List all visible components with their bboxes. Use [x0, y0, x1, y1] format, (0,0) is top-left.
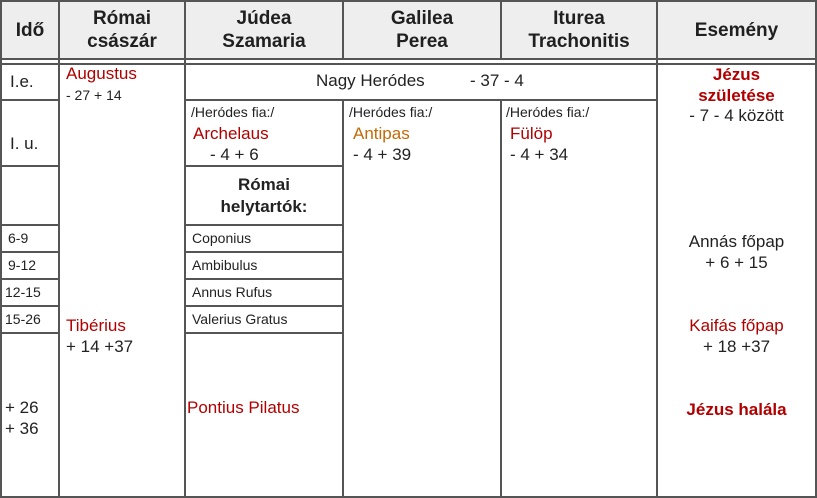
- time-15-26: 15-26: [5, 311, 41, 327]
- judea-row-line: [185, 278, 343, 280]
- event-kaifas-years: + 18 +37: [702, 337, 771, 356]
- herod-years: - 37 - 4: [470, 71, 524, 90]
- time-iu: I. u.: [10, 134, 39, 153]
- emperor-tiberius-years: + 14 +37: [66, 337, 134, 356]
- header-galilea: Galilea Perea: [344, 0, 500, 60]
- governor-coponius: Coponius: [192, 230, 252, 246]
- col-divider-2: [184, 0, 186, 498]
- time-12-15: 12-15: [5, 284, 41, 300]
- son-antipas-years: - 4 + 39: [353, 145, 412, 164]
- governor-valerius-gratus: Valerius Gratus: [192, 311, 288, 327]
- time-row-line: [0, 165, 59, 167]
- governor-pontius-pilatus: Pontius Pilatus: [187, 398, 300, 417]
- event-annas-fopap: Annás főpap: [688, 232, 785, 251]
- time-row-line: [0, 99, 59, 101]
- son-antipas: Antipas: [353, 124, 410, 143]
- time-ie: I.e.: [10, 72, 34, 91]
- son-label-iturea: /Heródes fia:/: [506, 104, 590, 120]
- time-row-line: [0, 278, 59, 280]
- emperor-augustus-years: - 27 + 14: [66, 87, 122, 103]
- judea-row-line: [185, 224, 343, 226]
- event-jezus-szuletese: Jézus születése: [698, 65, 775, 105]
- son-label-galilea: /Heródes fia:/: [349, 104, 433, 120]
- time-row-line: [0, 251, 59, 253]
- time-plus-26: + 26: [5, 398, 39, 417]
- herod-row-line: [185, 99, 657, 101]
- son-fulop-years: - 4 + 34: [510, 145, 569, 164]
- time-plus-36: + 36: [5, 419, 39, 438]
- judea-row-line: [185, 332, 343, 334]
- emperor-tiberius: Tibérius: [66, 316, 126, 335]
- border-top: [0, 0, 817, 2]
- son-archelaus: Archelaus: [193, 124, 269, 143]
- governor-annus-rufus: Annus Rufus: [192, 284, 273, 300]
- time-row-line: [0, 305, 59, 307]
- col-divider-1: [58, 0, 60, 498]
- header-ido: Idő: [2, 0, 58, 60]
- judea-row-line: [185, 165, 343, 167]
- judea-row-line: [185, 305, 343, 307]
- governors-title: Római helytartók:: [220, 175, 308, 216]
- time-row-line: [0, 332, 59, 334]
- herod-name: Nagy Heródes: [316, 71, 425, 90]
- governor-ambibulus: Ambibulus: [192, 257, 258, 273]
- border-left: [0, 0, 2, 498]
- col-divider-4: [500, 0, 502, 60]
- time-9-12: 9-12: [8, 257, 37, 273]
- son-archelaus-years: - 4 + 6: [210, 145, 259, 164]
- header-iturea: Iturea Trachonitis: [502, 0, 656, 60]
- son-fulop: Fülöp: [510, 124, 553, 143]
- col-divider-4b: [500, 101, 502, 498]
- header-rule: [0, 58, 817, 60]
- time-6-9: 6-9: [8, 230, 29, 246]
- header-judea: Júdea Szamaria: [186, 0, 342, 60]
- time-row-line: [0, 224, 59, 226]
- event-kaifas-fopap: Kaifás főpap: [689, 316, 784, 335]
- event-annas-years: + 6 + 15: [705, 253, 768, 272]
- emperor-augustus: Augustus: [66, 64, 137, 83]
- col-divider-3b: [342, 101, 344, 498]
- header-romai-csaszar: Római császár: [60, 0, 184, 60]
- col-divider-3: [342, 0, 344, 60]
- event-szuletes-years: - 7 - 4 között: [689, 106, 784, 125]
- son-label-judea: /Heródes fia:/: [191, 104, 275, 120]
- event-jezus-halala: Jézus halála: [686, 400, 787, 419]
- header-esemeny: Esemény: [658, 0, 815, 60]
- judea-row-line: [185, 251, 343, 253]
